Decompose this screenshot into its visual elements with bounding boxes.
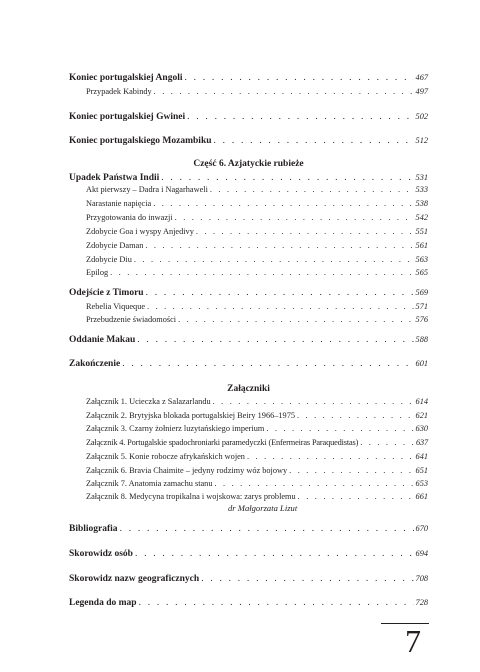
dot-leader xyxy=(213,395,414,409)
toc-entry-dadra[interactable] xyxy=(86,183,428,197)
toc-entry-title: Załącznik 6. Bravia Chaimite – jedyny rodzimy wóz bojowy xyxy=(86,466,288,475)
toc-entry-appendix-5[interactable] xyxy=(86,450,428,464)
dot-leader xyxy=(289,464,413,478)
toc-entry-appendix-4[interactable] xyxy=(86,436,428,450)
toc-entry-angola[interactable] xyxy=(69,71,428,85)
toc-entry-timor[interactable] xyxy=(69,286,428,300)
dot-leader xyxy=(135,547,414,561)
dot-leader xyxy=(214,477,413,491)
toc-entry-appendix-2[interactable] xyxy=(86,409,428,423)
dot-leader xyxy=(134,253,414,267)
toc-entry-page: 670 xyxy=(415,524,428,533)
toc-entry-guinea[interactable] xyxy=(69,110,428,124)
toc-entry-daman[interactable] xyxy=(86,239,428,253)
toc-entry-title: Skorowidz nazw geograficznych xyxy=(69,574,200,584)
toc-entry-page: 563 xyxy=(415,255,428,264)
toc-entry-tension[interactable] xyxy=(86,197,428,211)
toc-entry-page: 569 xyxy=(415,288,428,297)
dot-leader xyxy=(214,134,414,148)
toc-entry-page: 533 xyxy=(415,185,428,194)
toc-entry-title: Legenda do map xyxy=(69,598,137,608)
toc-entry-title: Bibliografia xyxy=(69,524,118,534)
toc-entry-appendix-6[interactable] xyxy=(86,464,428,478)
dot-leader xyxy=(137,333,413,347)
toc-entry-page: 651 xyxy=(415,466,428,475)
dot-leader xyxy=(154,85,414,99)
toc-entry-page: 467 xyxy=(415,73,428,82)
toc-entry-title: Załącznik 3. Czarny żołnierz luzytańskiego imperium xyxy=(86,424,265,433)
toc-entry-page: 653 xyxy=(415,479,428,488)
toc-entry-title: Koniec portugalskiego Mozambiku xyxy=(69,136,212,146)
toc-entry-conclusion[interactable] xyxy=(69,357,428,371)
dot-leader xyxy=(175,211,414,225)
toc-entry-page: 708 xyxy=(415,574,428,583)
toc-entry-appendix-3[interactable] xyxy=(86,422,428,436)
toc-entry-title: Załącznik 7. Anatomia zamachu stanu xyxy=(86,479,213,488)
toc-entry-page: 641 xyxy=(415,452,428,461)
toc-entry-page: 728 xyxy=(415,598,428,607)
toc-entry-title: Koniec portugalskiej Gwinei xyxy=(69,112,186,122)
toc-entry-map-legend[interactable] xyxy=(69,596,428,610)
dot-leader xyxy=(184,71,413,85)
part6-heading: Część 6. Azjatyckie rubieże xyxy=(193,159,304,169)
toc-entry-goa[interactable] xyxy=(86,225,428,239)
toc-entry-page: 502 xyxy=(415,112,428,121)
toc-entry-page: 576 xyxy=(415,315,428,324)
toc-entry-title: Koniec portugalskiej Angoli xyxy=(69,73,183,83)
page-number: 7 xyxy=(405,623,421,659)
toc-entry-title: Epilog xyxy=(86,268,109,277)
toc-entry-page: 621 xyxy=(415,411,428,420)
toc-entry-title: Odejście z Timoru xyxy=(69,288,144,298)
dot-leader xyxy=(297,409,414,423)
dot-leader xyxy=(122,357,413,371)
toc-entry-epilogue[interactable] xyxy=(86,266,428,280)
toc-entry-mozambique[interactable] xyxy=(69,134,428,148)
toc-entry-title: Przygotowania do inwazji xyxy=(86,213,173,222)
dot-leader xyxy=(139,596,414,610)
toc-entry-page: 538 xyxy=(415,199,428,208)
toc-entry-index-persons[interactable] xyxy=(69,547,428,561)
appendices-heading: Załączniki xyxy=(227,384,270,394)
toc-entry-title: Zdobycie Goa i wyspy Anjedivy xyxy=(86,227,194,236)
toc-entry-page: 561 xyxy=(415,241,428,250)
dot-leader xyxy=(360,436,414,450)
toc-entry-viqueque[interactable] xyxy=(86,300,428,314)
toc-entry-macau[interactable] xyxy=(69,333,428,347)
toc-entry-page: 571 xyxy=(415,302,428,311)
toc-entry-index-places[interactable] xyxy=(69,572,428,586)
toc-entry-diu[interactable] xyxy=(86,253,428,267)
dot-leader xyxy=(146,286,414,300)
dot-leader xyxy=(298,490,414,504)
toc-entry-page: 565 xyxy=(415,268,428,277)
toc-entry-title: Upadek Państwa Indii xyxy=(69,173,160,183)
toc-entry-title: Skorowidz osób xyxy=(69,549,133,559)
dot-leader xyxy=(187,110,413,124)
toc-entry-appendix-7[interactable] xyxy=(86,477,428,491)
toc-entry-page: 637 xyxy=(416,438,428,447)
dot-leader xyxy=(178,313,413,327)
toc-entry-page: 661 xyxy=(415,492,428,501)
dot-leader xyxy=(145,239,413,253)
dot-leader xyxy=(210,183,414,197)
dot-leader xyxy=(196,225,414,239)
toc-entry-page: 512 xyxy=(415,136,428,145)
toc-entry-bibliography[interactable] xyxy=(69,522,428,536)
toc-entry-title: Narastanie napięcia xyxy=(86,199,152,208)
toc-entry-page: 542 xyxy=(415,213,428,222)
toc-entry-title: Załącznik 5. Konie robocze afrykańskich wojen xyxy=(86,452,245,461)
dot-leader xyxy=(120,522,414,536)
toc-entry-awakening[interactable] xyxy=(86,313,428,327)
appendix-8-author: dr Małgorzata Lizut xyxy=(228,503,298,513)
toc-entry-title: Załącznik 1. Ucieczka z Salazarlandu xyxy=(86,397,211,406)
dot-leader xyxy=(266,422,413,436)
toc-entry-page: 588 xyxy=(415,335,428,344)
toc-entry-title: Załącznik 8. Medycyna tropikalna i wojskowa: zarys problemu xyxy=(86,492,296,501)
toc-entry-title: Załącznik 4. Portugalskie spadochroniarki paramedyczki (Enfermeiras Paraquedistas) xyxy=(86,438,359,447)
toc-entry-page: 531 xyxy=(415,173,428,182)
toc-entry-cabinda[interactable] xyxy=(86,85,428,99)
dot-leader xyxy=(153,197,413,211)
toc-entry-title: Przebudzenie świadomości xyxy=(86,315,177,324)
toc-entry-page: 601 xyxy=(415,359,428,368)
toc-entry-title: Akt pierwszy – Dadra i Nagarhaweli xyxy=(86,185,208,194)
toc-entry-title: Zakończenie xyxy=(69,359,121,369)
toc-entry-page: 551 xyxy=(415,227,428,236)
toc-entry-appendix-1[interactable] xyxy=(86,395,428,409)
dot-leader xyxy=(110,266,413,280)
toc-entry-page: 497 xyxy=(415,87,428,96)
dot-leader xyxy=(201,572,413,586)
toc-entry-title: Zdobycie Daman xyxy=(86,241,144,250)
toc-entry-title: Zdobycie Diu xyxy=(86,255,132,264)
dot-leader xyxy=(247,450,414,464)
toc-entry-page: 694 xyxy=(415,549,428,558)
toc-entry-page: 614 xyxy=(415,397,428,406)
toc-entry-title: Oddanie Makau xyxy=(69,335,136,345)
dot-leader xyxy=(147,300,414,314)
toc-entry-title: Rebelia Viqueque xyxy=(86,302,146,311)
toc-entry-title: Przypadek Kabindy xyxy=(86,87,152,96)
toc-entry-page: 630 xyxy=(415,424,428,433)
toc-entry-invasion-prep[interactable] xyxy=(86,211,428,225)
toc-entry-title: Załącznik 2. Brytyjska blokada portugalskiej Beiry 1966–1975 xyxy=(86,411,295,420)
